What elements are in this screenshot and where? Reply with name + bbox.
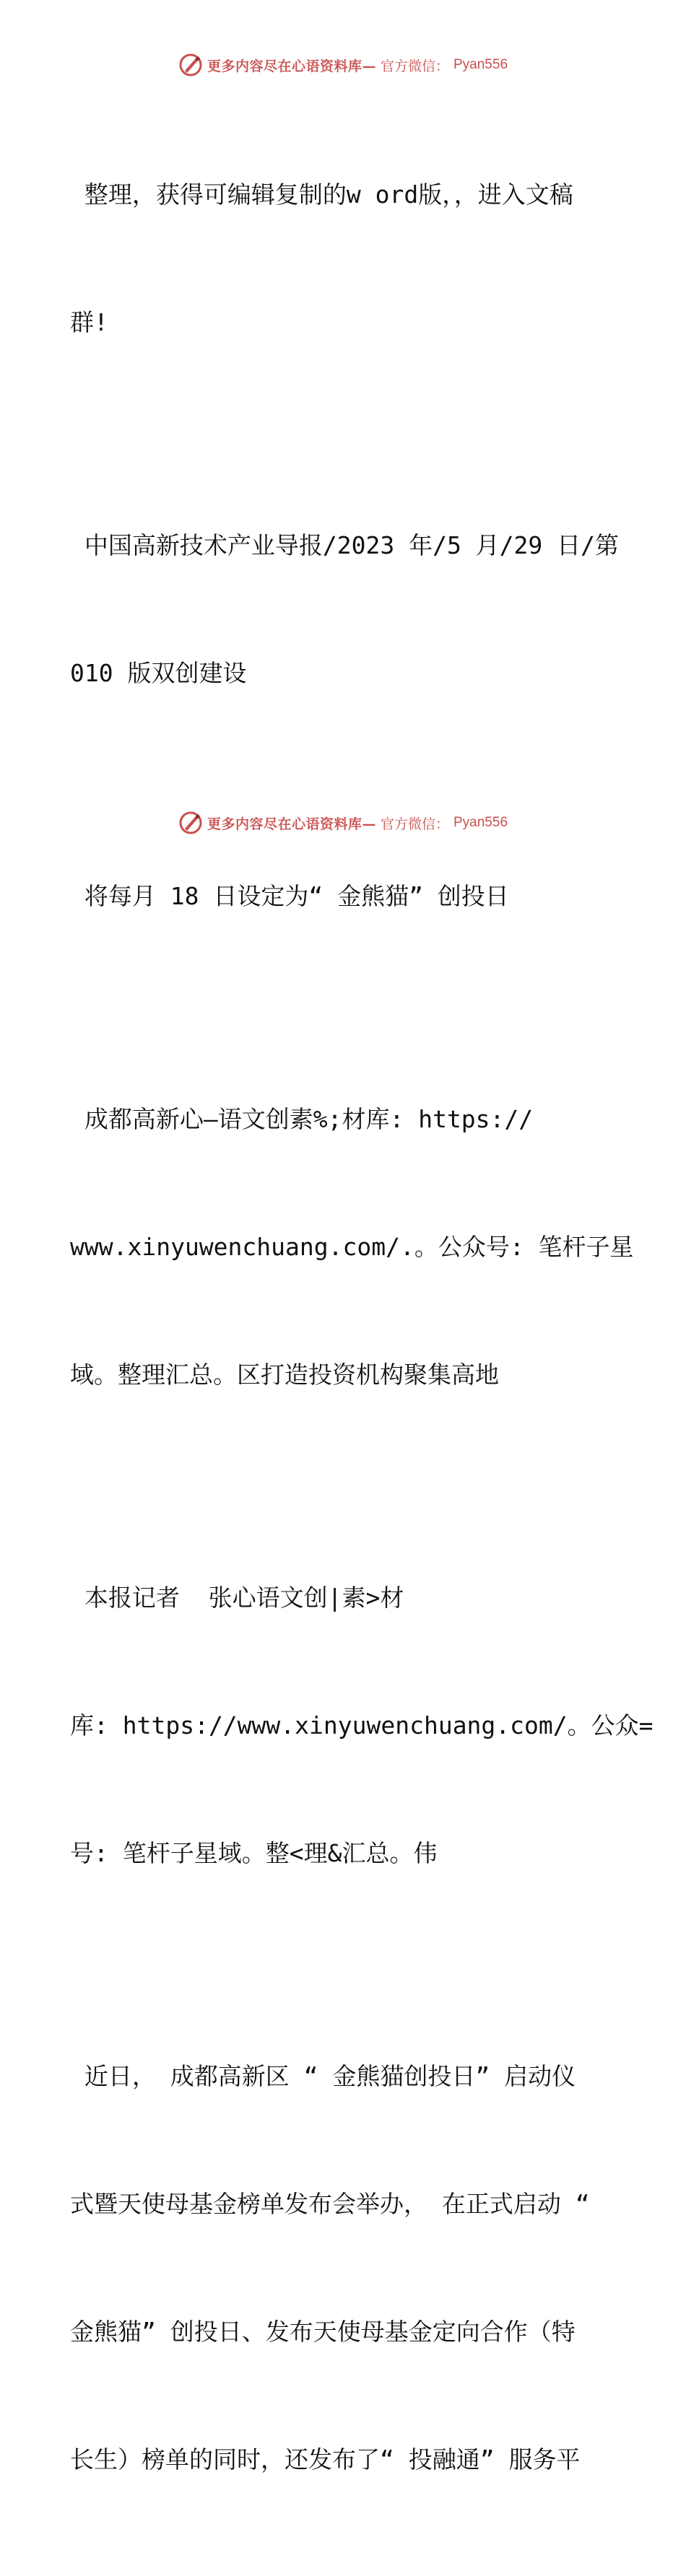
watermark-wechat-id: Pyan556	[453, 57, 508, 72]
header-watermark-banner	[0, 51, 686, 79]
text-line: 号: 笔杆子星域。整<理&汇总。伟	[70, 1839, 438, 1867]
pen-logo-icon	[178, 53, 203, 77]
text-line: 金熊猫” 创投日、发布天使母基金定向合作（特	[70, 2318, 576, 2346]
text-line: 近日， 成都高新区 “ 金熊猫创投日” 启动仪	[70, 2062, 576, 2090]
watermark-group	[178, 53, 508, 77]
text-line: 长生）榜单的同时，还发布了“ 投融通” 服务平	[70, 2445, 581, 2474]
paragraph-subheadline	[70, 1013, 634, 1481]
paragraph-body	[70, 1970, 619, 2566]
footer-watermark-banner	[0, 808, 686, 837]
watermark-group	[178, 811, 508, 835]
paragraph-byline	[70, 1491, 654, 1960]
paragraph-intro	[70, 88, 619, 429]
text-line: www.xinyuwenchuang.com/.。公众号: 笔杆子星	[70, 1233, 634, 1261]
watermark-text: 更多内容尽在心语资料库—	[207, 816, 376, 832]
watermark-text: 更多内容尽在心语资料库—	[207, 58, 376, 74]
text-line: 式暨天使母基金榜单发布会举办， 在正式启动 “	[70, 2190, 590, 2218]
text-line: 库: https://www.xinyuwenchuang.com/。公众=	[70, 1711, 654, 1739]
paragraph-source	[70, 439, 619, 780]
text-line: 域。整理汇总。区打造投资机构聚集高地	[70, 1361, 499, 1389]
text-line: 010 版双创建设	[70, 659, 247, 687]
watermark-wechat-id: Pyan556	[453, 815, 508, 830]
text-line: 中国高新技术产业导报/2023 年/5 月/29 日/第	[70, 531, 620, 559]
watermark-wechat-label: 官方微信：	[380, 58, 449, 74]
text-line: 成都高新心—语文创素%;材库: https://	[70, 1105, 534, 1133]
text-line: 整理，获得可编辑复制的w ord版，，进入文稿	[70, 180, 573, 209]
text-line: 群!	[70, 308, 108, 336]
pen-logo-icon	[178, 811, 203, 835]
watermark-wechat-label: 官方微信：	[380, 816, 449, 832]
document-body	[70, 88, 654, 2576]
text-line: 将每月 18 日设定为“ 金熊猫” 创投日	[70, 882, 509, 910]
text-line: 本报记者 张心语文创|素>材	[70, 1584, 404, 1612]
